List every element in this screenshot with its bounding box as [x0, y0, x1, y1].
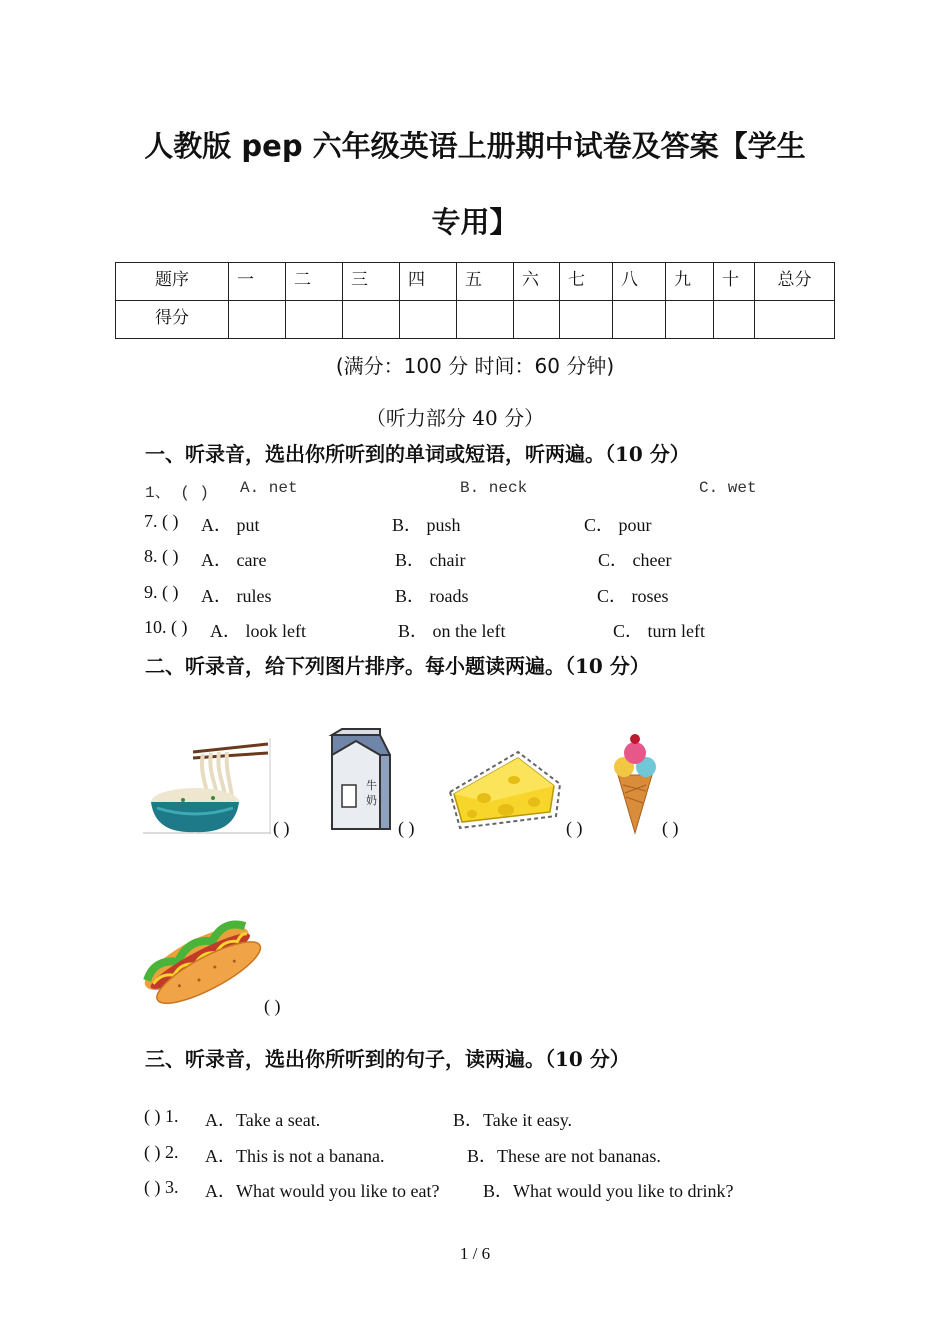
option-b[interactable]: B．Take it easy. — [453, 1110, 573, 1130]
option-a[interactable]: A．Take a seat. — [205, 1110, 321, 1130]
milk-carton-picture — [322, 727, 394, 833]
answer-blank[interactable]: ( ) — [398, 818, 415, 838]
question-number: 8. ( ) — [144, 546, 179, 566]
score-cell[interactable] — [400, 301, 457, 339]
page-title-line1: 人教版 pep 六年级英语上册期中试卷及答案【学生 — [144, 129, 806, 163]
table-row-label: 得分 — [116, 301, 229, 339]
option-a[interactable]: A． care — [201, 550, 267, 570]
table-header-cell: 六 — [514, 263, 560, 301]
answer-blank[interactable]: ( ) — [566, 818, 583, 838]
option-b[interactable]: B． chair — [395, 550, 466, 570]
score-cell[interactable] — [666, 301, 714, 339]
table-header-cell: 四 — [400, 263, 457, 301]
option-c[interactable]: C． pour — [584, 515, 652, 535]
ice-cream-picture — [608, 731, 662, 835]
table-header-cell: 七 — [560, 263, 613, 301]
option-b[interactable]: B． roads — [395, 586, 469, 606]
score-cell[interactable] — [343, 301, 400, 339]
option-a[interactable]: A． rules — [201, 586, 272, 606]
score-cell[interactable] — [755, 301, 835, 339]
table-header-cell: 题序 — [116, 263, 229, 301]
answer-blank[interactable]: ( ) — [662, 818, 679, 838]
hot-dog-picture — [143, 906, 265, 1012]
table-header-cell: 一 — [229, 263, 286, 301]
table-header-cell: 二 — [286, 263, 343, 301]
page-number: 1 / 6 — [459, 1244, 491, 1263]
table-header-cell: 八 — [613, 263, 666, 301]
score-cell[interactable] — [613, 301, 666, 339]
milk-label-1: 牛 — [366, 779, 377, 792]
option-b[interactable]: B．What would you like to drink? — [483, 1181, 734, 1201]
question-number: 10. ( ) — [144, 617, 188, 637]
section3-title: 三、听录音，选出你所听到的句子，读两遍。（10 分） — [145, 1047, 630, 1071]
option-b[interactable]: B．These are not bananas. — [467, 1146, 661, 1166]
question-number: 1、 ( ) — [145, 484, 210, 502]
option-a[interactable]: A． put — [201, 515, 260, 535]
option-c[interactable]: C. wet — [699, 479, 757, 497]
section1-title: 一、听录音，选出你所听到的单词或短语，听两遍。（10 分） — [145, 442, 690, 466]
option-b[interactable]: B． on the left — [398, 621, 506, 641]
question-number: 7. ( ) — [144, 511, 179, 531]
score-table-score-row — [116, 301, 835, 339]
option-a[interactable]: A． look left — [210, 621, 306, 641]
page-title-line2: 专用】 — [431, 205, 519, 239]
question-number: 9. ( ) — [144, 582, 179, 602]
exam-info: (满分：100 分 时间：60 分钟) — [335, 354, 615, 378]
table-header-cell: 三 — [343, 263, 400, 301]
option-c[interactable]: C． cheer — [598, 550, 672, 570]
option-a[interactable]: A．This is not a banana. — [205, 1146, 385, 1166]
answer-blank[interactable]: ( ) — [264, 996, 281, 1016]
question-number: ( ) 2. — [144, 1142, 179, 1162]
score-cell[interactable] — [229, 301, 286, 339]
score-table-header-row — [116, 263, 835, 301]
score-cell[interactable] — [457, 301, 514, 339]
score-cell[interactable] — [514, 301, 560, 339]
table-header-cell: 总分 — [755, 263, 835, 301]
noodles-picture — [143, 738, 271, 834]
option-c[interactable]: C． roses — [597, 586, 669, 606]
listening-header: （听力部分 40 分） — [365, 406, 545, 430]
answer-blank[interactable]: ( ) — [273, 818, 290, 838]
question-number: ( ) 3. — [144, 1177, 179, 1197]
table-header-cell: 十 — [714, 263, 755, 301]
option-c[interactable]: C． turn left — [613, 621, 705, 641]
table-header-cell: 五 — [457, 263, 514, 301]
option-a[interactable]: A．What would you like to eat? — [205, 1181, 440, 1201]
score-table — [115, 262, 835, 339]
cheese-picture — [444, 744, 566, 832]
option-a[interactable]: A. net — [240, 479, 298, 497]
score-cell[interactable] — [560, 301, 613, 339]
option-b[interactable]: B． push — [392, 515, 461, 535]
question-number: ( ) 1. — [144, 1106, 179, 1126]
milk-label-2: 奶 — [366, 794, 377, 807]
section2-title: 二、听录音，给下列图片排序。每小题读两遍。（10 分） — [145, 654, 650, 678]
score-cell[interactable] — [286, 301, 343, 339]
table-header-cell: 九 — [666, 263, 714, 301]
score-cell[interactable] — [714, 301, 755, 339]
option-b[interactable]: B. neck — [460, 479, 528, 497]
